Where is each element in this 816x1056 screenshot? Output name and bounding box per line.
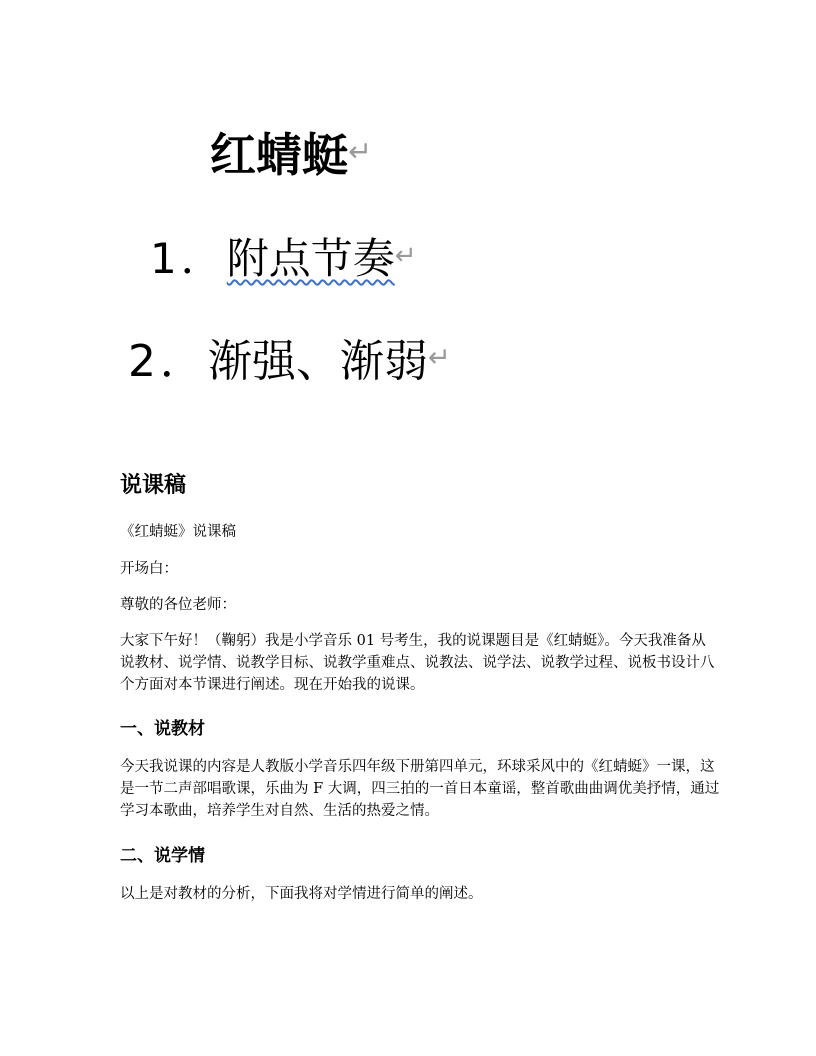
intro-paragraph: 大家下午好！（鞠躬）我是小学音乐 01 号考生，我的说课题目是《红蜻蜓》。今天我准备从说教材、说学情、说教学目标、说教学重难点、说教法、说学法、说教学过程、说板书设计八个方面对本节课进行阐述。现在开始我的说课。	[120, 633, 715, 693]
section-2-heading: 二、说学情	[120, 846, 205, 866]
image-line-2-number: 2．	[128, 336, 208, 387]
opening-label: 开场白：	[120, 561, 178, 577]
image-line-1-text: 附点节奏	[226, 234, 395, 283]
section-1-heading: 一、说教材	[120, 719, 205, 739]
greeting: 尊敬的各位老师：	[120, 597, 236, 613]
paragraph-mark-icon: ↵	[428, 342, 451, 374]
paragraph-mark-icon: ↵	[394, 240, 417, 271]
image-line-2-text: 渐强、渐弱	[208, 336, 428, 387]
paragraph-mark-icon: ↵	[348, 135, 372, 169]
image-title	[210, 128, 372, 182]
section-1-paragraph: 今天我说课的内容是人教版小学音乐四年级下册第四单元，环球采风中的《红蜻蜓》一课，这是一节二声部唱歌课，乐曲为 F 大调，四三拍的一首日本童谣，整首歌曲曲调优美抒情，通过学习本歌曲，培养学生对自然、生活的热爱之情。	[120, 759, 720, 819]
image-line-1-number: 1．	[150, 234, 227, 283]
image-title-text: 红蜻蜓	[210, 128, 348, 182]
image-line-2	[128, 336, 451, 387]
document-subtitle: 《红蜻蜓》说课稿	[120, 524, 236, 540]
document-heading: 说课稿	[120, 473, 187, 498]
image-line-1	[150, 234, 417, 283]
section-2-paragraph: 以上是对教材的分析，下面我将对学情进行简单的阐述。	[120, 886, 483, 902]
